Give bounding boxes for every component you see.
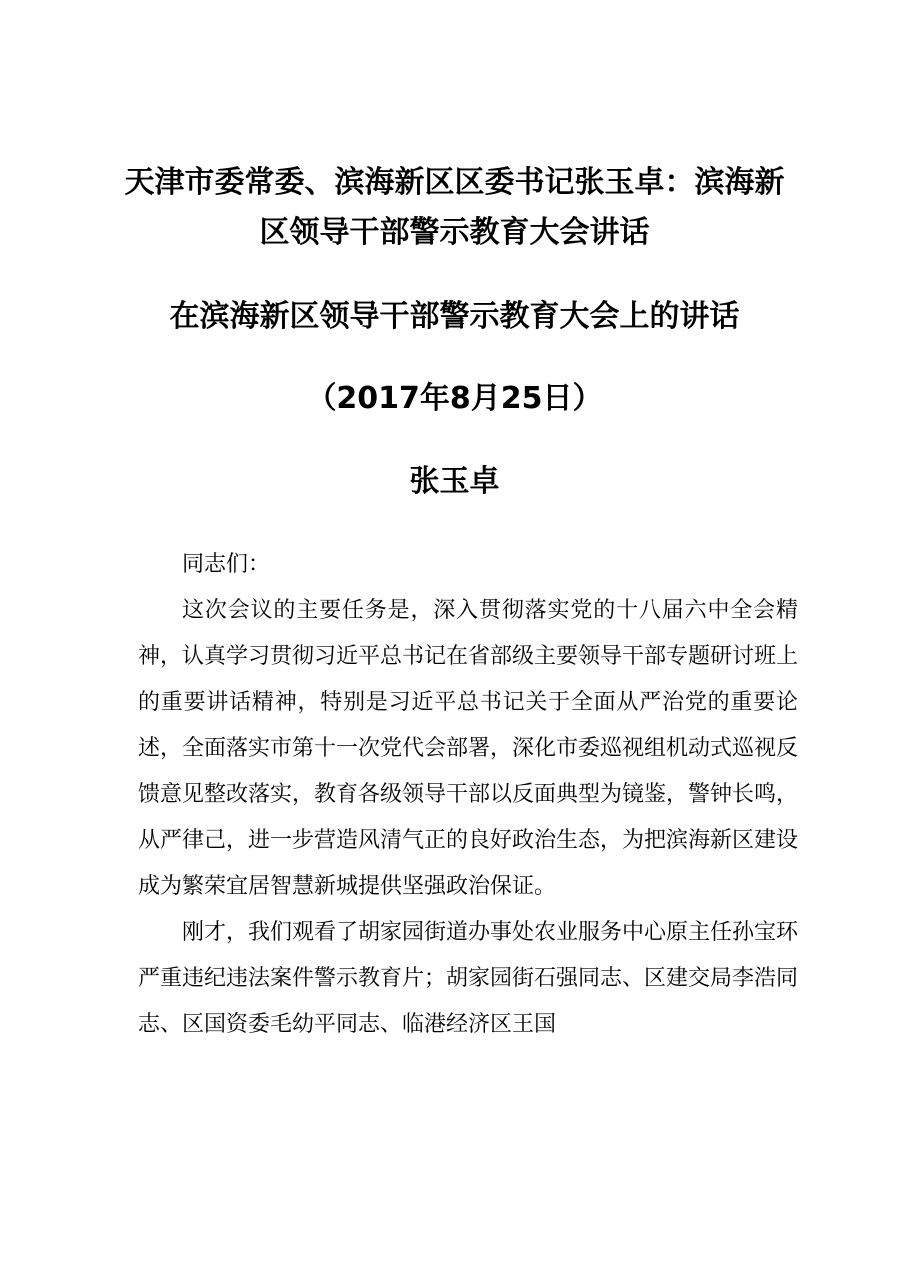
speech-body (138, 542, 798, 1048)
speech-subtitle: 在滨海新区领导干部警示教育大会上的讲话 (169, 299, 740, 334)
greeting: 同志们： (182, 552, 271, 577)
speech-date: （2017年8月25日） (306, 381, 603, 416)
document-title: 天津市委常委、滨海新区区委书记张玉卓：滨海新区领导干部警示教育大会讲话 (124, 165, 785, 250)
paragraph-1: 这次会议的主要任务是，深入贯彻落实党的十八届六中全会精神，认真学习贯彻习近平总书记在省部级主要领导干部专题研讨班上的重要讲话精神，特别是习近平总书记关于全面从严治党的重要论述，全面落实市第十一次党代会部署，深化市委巡视组机动式巡视反馈意见整改落实，教育各级领导干部以反面典型为镜鉴，警钟长鸣，从严律己，进一步营造风清气正的良好政治生态，为把滨海新区建设成为繁荣宜居智慧新城提供坚强政治保证。 (138, 598, 799, 899)
speech-author: 张玉卓 (409, 464, 500, 499)
paragraph-2: 刚才，我们观看了胡家园街道办事处农业服务中心原主任孙宝环严重违纪违法案件警示教育片；胡家园街石强同志、区建交局李浩同志、区国资委毛幼平同志、临港经济区王国 (138, 920, 799, 1037)
